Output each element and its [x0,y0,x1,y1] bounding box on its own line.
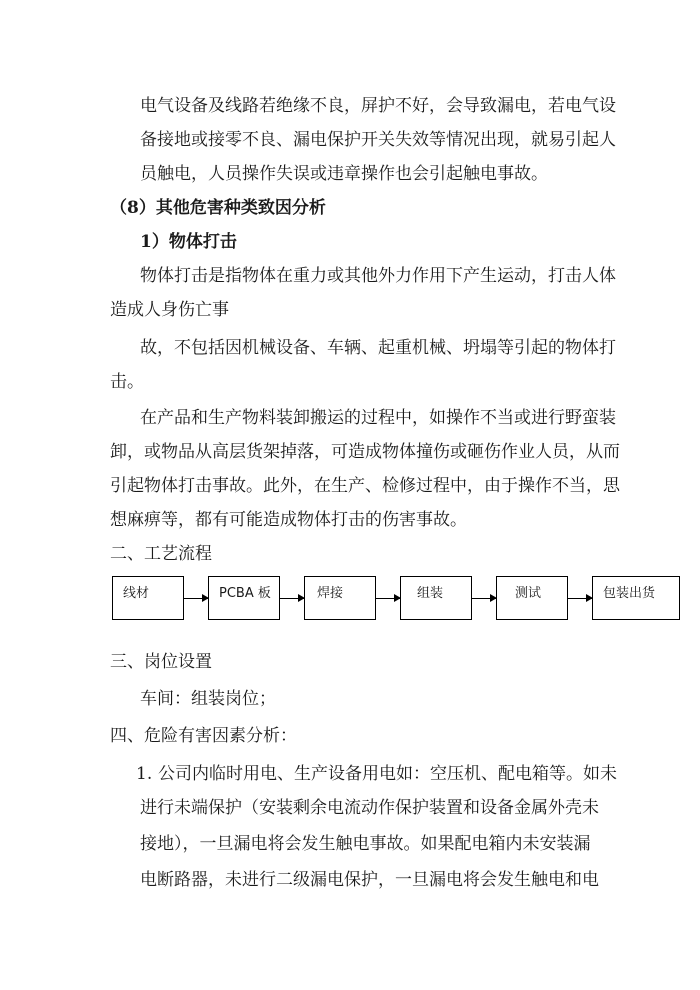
paragraph-definition-line-2: 造成人身伤亡事 [110,300,229,320]
item-1-line-4: 电断路器，未进行二级漏电保护，一旦漏电将会发生触电和电 [140,870,599,890]
paragraph-transport-line-4: 想麻痹等，都有可能造成物体打击的伤害事故。 [110,510,467,530]
paragraph-definition-cont-line-2: 击。 [110,372,144,392]
item-1-line-3: 接地），一旦漏电将会发生触电事故。如果配电箱内未安装漏 [140,834,591,854]
paragraph-definition-cont-line-1: 故，不包括因机械设备、车辆、起重机械、坍塌等引起的物体打 [140,338,616,358]
paragraph-transport-line-3: 引起物体打击事故。此外，在生产、检修过程中，由于操作不当，思 [110,476,620,496]
section-positions-title: 三、岗位设置 [110,652,212,672]
heading-other-hazards: （8）其他危害种类致因分析 [110,198,326,218]
process-arrow-4 [472,598,496,599]
process-step-wire: 线材 [112,576,184,620]
item-1-number: 1. [136,764,153,784]
process-arrow-3 [376,598,400,599]
process-step-package: 包装出货 [592,576,680,620]
section-process-title: 二、工艺流程 [110,544,212,564]
paragraph-definition-line-1: 物体打击是指物体在重力或其他外力作用下产生运动，打击人体 [140,266,616,286]
section-hazard-analysis-title: 四、危险有害因素分析： [110,726,297,746]
process-step-test: 测试 [496,576,568,620]
item-1-line-2: 进行未端保护（安装剩余电流动作保护装置和设备金属外壳未 [140,798,599,818]
paragraph-electric-line-2: 备接地或接零不良、漏电保护开关失效等情况出现，就易引起人 [140,130,616,150]
process-step-assemble: 组装 [400,576,472,620]
item-1-line-1: 公司内临时用电、生产设备用电如：空压机、配电箱等。如未 [158,764,617,784]
paragraph-transport-line-1: 在产品和生产物料装卸搬运的过程中，如操作不当或进行野蛮装 [140,408,616,428]
process-arrow-2 [280,598,304,599]
heading-object-strike: 1）物体打击 [140,232,237,252]
process-arrow-1 [184,598,208,599]
paragraph-electric-line-1: 电气设备及线路若绝缘不良，屏护不好，会导致漏电，若电气设 [140,96,616,116]
process-step-solder: 焊接 [304,576,376,620]
paragraph-electric-line-3: 员触电，人员操作失误或违章操作也会引起触电事故。 [140,164,548,184]
workshop-line: 车间：组装岗位； [140,689,276,709]
process-arrow-5 [568,598,592,599]
paragraph-transport-line-2: 卸，或物品从高层货架掉落，可造成物体撞伤或砸伤作业人员，从而 [110,442,620,462]
process-step-pcba: PCBA 板 [208,576,280,620]
